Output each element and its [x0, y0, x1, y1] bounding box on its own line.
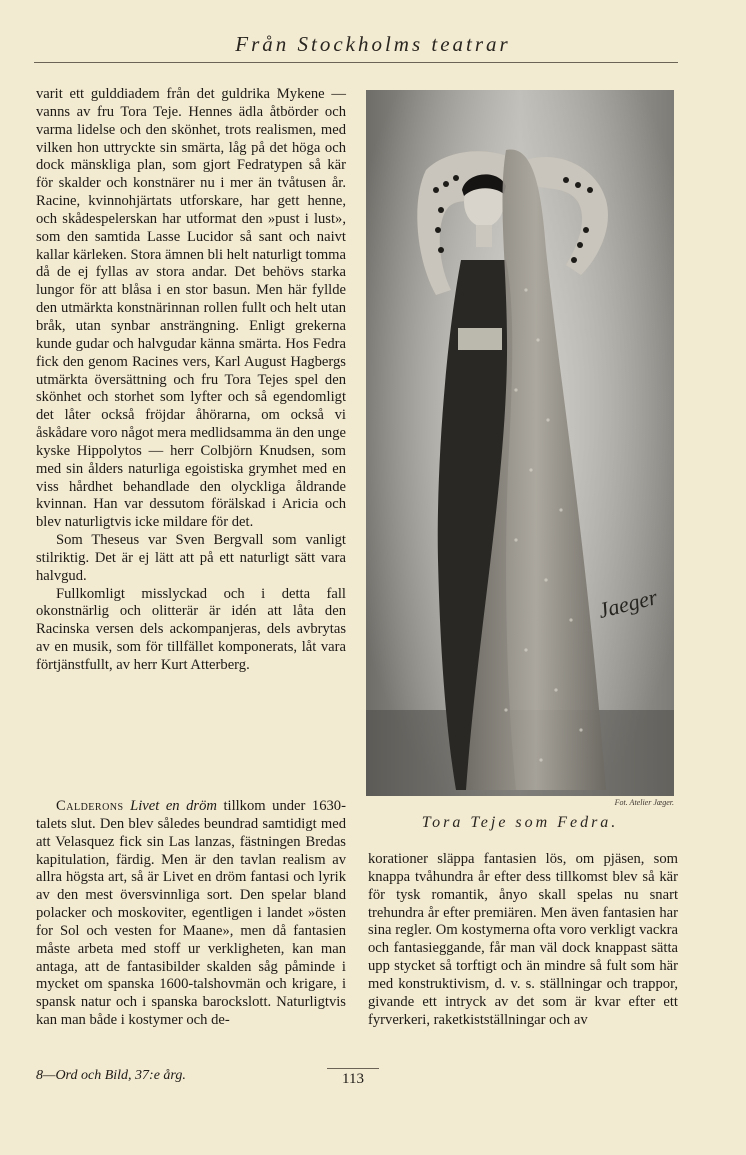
left-column-bottom	[36, 798, 346, 1030]
paragraph-decorations: korationer släppa fantasien lös, om pjäsen, som knappa tvåhundra år efter dess tillkomst blev så kär för tysk romantik, ånyo skall spelas nu snart trehundra år efter premiären. Men även fantasien har sina regler. Om kostymerna ofta voro verkligt vackra och fantasieggande, får man väl dock knappast sätta upp stycket så torftigt och än mindre så fult som här med konstruktivism, d. v. s. ställningar och trappor, givande ett intryck av det som är kvar efter ett fyrverkeri, raketkistställningar och av	[368, 851, 678, 1028]
right-column-bottom	[368, 851, 678, 1029]
page-number: 113	[342, 1071, 364, 1087]
play-title: Livet en dröm	[130, 798, 217, 814]
paragraph-theseus: Som Theseus var Sven Bergvall som vanligt stilriktig. Det är ej lätt att på ett naturligt sätt vara halvgud.	[36, 532, 346, 584]
paragraph-fedra-review: varit ett gulddiadem från det guldrika Mykene — vanns av fru Tora Teje. Hennes ädla åtbörder och varma lidelse och den skönhet, trots realismen, med vilken hon uttryckte sin smärta, låg på det höga och dock mänskliga plan, som gjort Fedratypen så kär för skalder och konstnärer nu i mer än tvåtusen år. Racine, kvinnohjärtats utforskare, har gett henne, och skådespelerskan har utformat den »pust i lust», som den samtida Lasse Lucidor så sant och naivt kallar kärleken. Stora ämnen bli helt naturligt tomma då de ej fyllas av stora andar. Det behövs starka lungor för att blåsa i en stor basun. Men här fyllde den utmärkta konstnärinnan rollen fullt och helt utan bråk, utan synbar ansträngning. Enligt grekerna kunde gudar och halvgudar känna smärta. Hos Fedra fick den genom Racines vers, Karl August Hagbergs utmärkta översättning och fru Tora Tejes spel den skönhet och storhet som lyfter och så egendomligt det låter också fröjdar åhörarna, om också vi åskådare voro något mera medlidsamma än den unge kyske Hippolytos — herr Colbjörn Knudsen, som med sin ålders naturliga egoistiska grymhet med en viss hårdhet behandlade den olyckliga åldrande kvinnan. Han var dessutom förälskad i Aricia och blev naturligtvis icke mildare för det.	[36, 86, 347, 531]
left-column-top	[36, 86, 346, 675]
author-name-calderon: Calderons	[56, 798, 124, 814]
actress-portrait-illustration	[366, 90, 674, 796]
running-header: Från Stockholms teatrar	[235, 32, 511, 56]
header-rule	[34, 62, 678, 63]
paragraph-calderon	[36, 798, 346, 1030]
calderon-body-text: tillkom under 1630-talets slut. Den blev således beundrad samtidigt med att Velasquez fick sin Las lanzas, fästningen Bredas kapitulation, färdig. Men är den tavlan realism av allra högsta art, så är Livet en dröm fantasi och lyrik av den mest översvinnliga sort. Den spelar bland polacker och moskoviter, egentligen i landet »östen for Sol och vesten for Maane», men då fantasien måste arbeta med stoff ur verkligheten, kan man antaga, att de fantasibilder skalden såg påminde i mycket om spanska 1600-talshovmän och krigare, i spansk natur och i spanska barockslott. Naturligtvis kan man både i kostymer och de-	[36, 798, 346, 1029]
photograph-tora-teje	[366, 90, 674, 796]
paragraph-music: Fullkomligt misslyckad och i detta fall okonstnärlig och olitterär är idén att låta den Racinska versen dels ackompanjeras, dels avbrytas av en musik, som för tillfället komponerats, låt vara förtjänstfullt, av herr Kurt Atterberg.	[36, 585, 346, 673]
photo-credit: Fot. Atelier Jæger.	[614, 798, 674, 807]
footer-publication: 8—Ord och Bild, 37:e årg.	[36, 1068, 186, 1083]
footer-rule	[327, 1068, 379, 1069]
photographer-signature: Jaeger	[595, 584, 660, 623]
photo-caption: Tora Teje som Fedra.	[421, 814, 619, 831]
